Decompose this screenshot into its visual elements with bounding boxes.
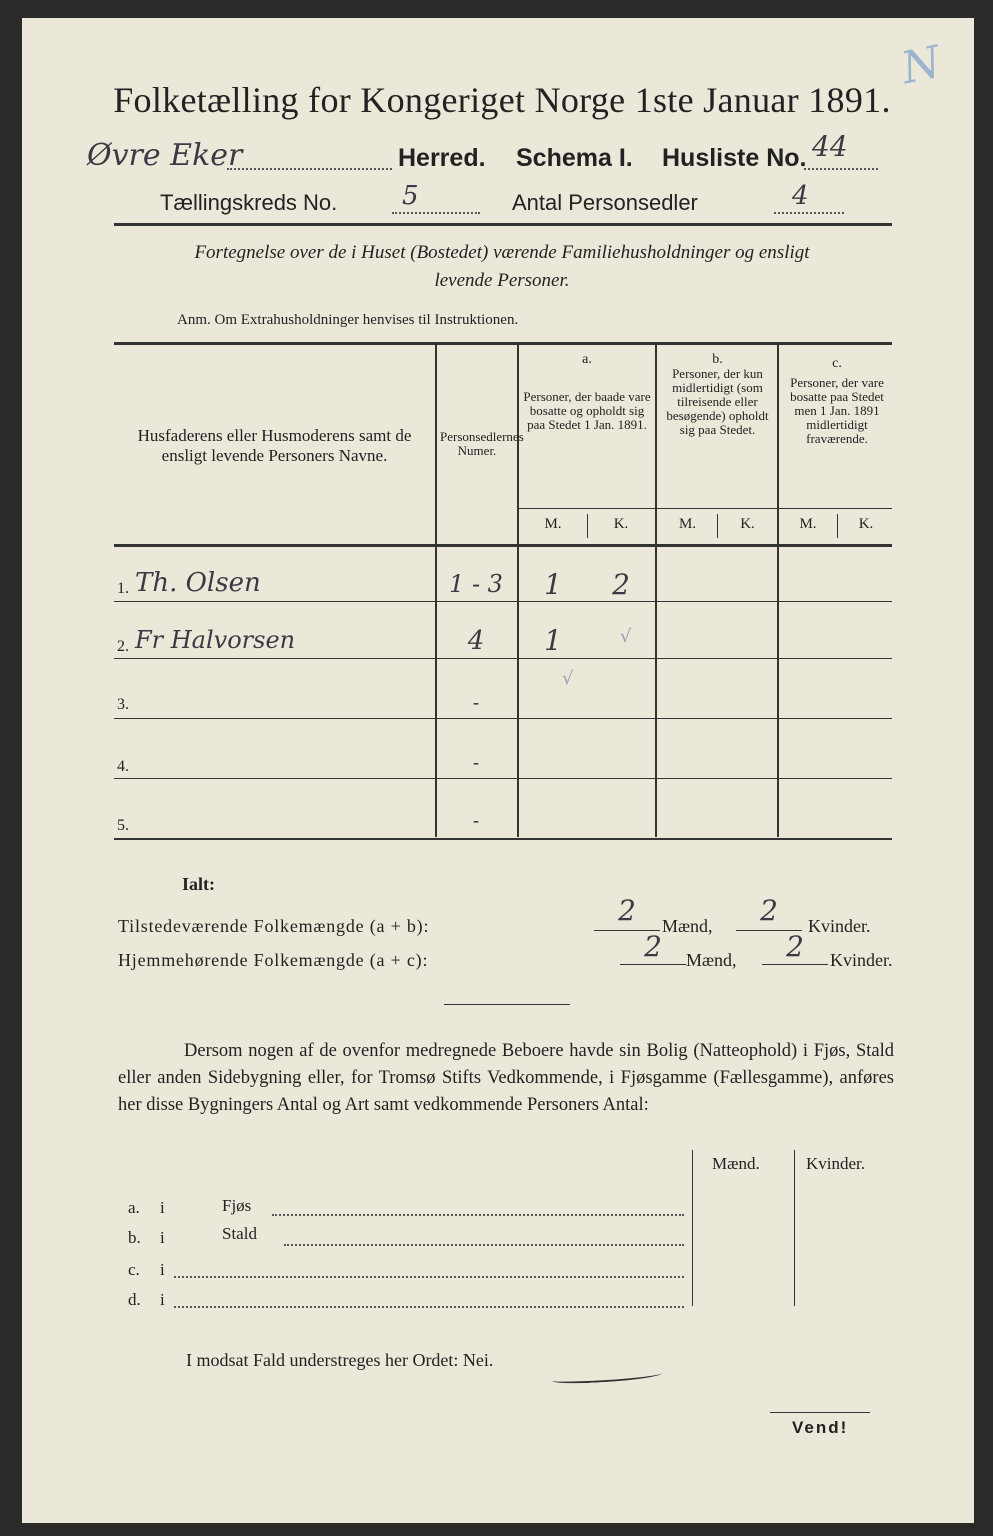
tilstede-kvinder-value: 2 (760, 894, 778, 927)
table-row-numer: 1 - 3 (449, 570, 503, 598)
a-k-label: K. (613, 516, 629, 532)
table-row-number: 5. (117, 817, 129, 834)
buildings-divider-right (794, 1150, 795, 1306)
table-top-rule (114, 342, 892, 345)
table-row-number: 2. (117, 638, 129, 655)
husliste-label: Husliste No. (662, 144, 807, 172)
page-title: Folketælling for Kongeriget Norge 1ste Januar 1891. (113, 80, 891, 120)
a-m-label: M. (544, 516, 562, 532)
nei-underline (552, 1369, 662, 1385)
personsedler-dots (774, 212, 844, 214)
hjemme-kvinder-line (762, 964, 828, 965)
anm-note: Anm. Om Extrahusholdninger henvises til Instruktionen. (177, 312, 519, 328)
intro-heading-1: Fortegnelse over de i Huset (Bostedet) værende Familiehusholdninger og ensligt (194, 242, 810, 263)
vend-text: Vend! (792, 1418, 849, 1437)
buildings-kvinder-header: Kvinder. (806, 1154, 866, 1173)
c-m-label: M. (799, 516, 817, 532)
hjemme-label: Hjemmehørende Folkemængde (a + c): (118, 950, 429, 970)
buildings-maend-header: Mænd. (712, 1154, 760, 1173)
table-header-rule (114, 544, 892, 547)
table-row-numer: - (473, 810, 479, 830)
building-row-dots (174, 1276, 684, 1278)
building-row-dots (272, 1214, 684, 1216)
tilstede-maend-label: Mænd, (662, 916, 713, 936)
table-row-number: 1. (117, 580, 129, 597)
table-row-numer: 4 (467, 626, 485, 656)
col-b-letter: b. (712, 352, 723, 367)
kreds-label: Tællingskreds No. (160, 190, 338, 215)
building-row-i: i (160, 1198, 165, 1217)
hjemme-maend-value: 2 (644, 930, 662, 963)
husliste-dots (804, 168, 878, 170)
b-m-label: M. (678, 516, 697, 532)
col-a-header: Personer, der baade vare bosatte og opholdt sig paa Stedet 1 Jan. 1891. (523, 389, 651, 432)
col-divider-b (777, 342, 779, 837)
col-divider-a (655, 342, 657, 837)
table-row-name: Fr Halvorsen (135, 626, 296, 654)
personsedler-value: 4 (792, 181, 809, 211)
building-row-dots (174, 1306, 684, 1308)
header-divider (114, 223, 892, 226)
building-row-letter: c. (128, 1260, 140, 1279)
hjemme-kvinder-label: Kvinder. (830, 950, 893, 970)
building-row-i: i (160, 1228, 165, 1247)
building-row-label: Fjøs (222, 1196, 252, 1215)
col-b-header: Personer, der kun midlertidigt (som tilreisende eller besøgende) opholdt sig paa Stedet. (666, 366, 769, 437)
personsedler-label: Antal Personsedler (512, 190, 698, 215)
herred-dots (227, 168, 392, 170)
buildings-paragraph: Dersom nogen af de ovenfor medregnede Beboere havde sin Bolig (Natteophold) i Fjøs, Stald eller anden Sidebygning eller, for Tromsø Stifts Vedkommende, i Fjøsgamme (Fællesgamme), anføres her disse Bygningers Antal og Art samt vedkommende Personers Antal: (118, 1041, 894, 1115)
col-names-header: Husfaderens eller Husmoderens samt de ensligt levende Personers Navne. (137, 426, 412, 465)
table-row-name: Th. Olsen (135, 568, 261, 598)
table-row-a-m: 1 (544, 568, 562, 601)
vend-rule (770, 1412, 870, 1413)
kreds-value: 5 (402, 181, 419, 211)
building-row-dots (284, 1244, 684, 1246)
census-form (22, 18, 974, 1523)
building-row-letter: a. (128, 1198, 140, 1217)
tilstede-kvinder-label: Kvinder. (808, 916, 871, 936)
mk-rule (517, 508, 892, 509)
building-row-i: i (160, 1260, 165, 1279)
mk-divider-a (587, 514, 588, 538)
table-row-a-k: 2 (612, 568, 630, 601)
herred-value: Øvre Eker (87, 138, 243, 173)
husliste-value: 44 (812, 130, 848, 163)
table-row-numer: - (473, 692, 479, 712)
table-row-rule (114, 718, 892, 719)
table-row-rule (114, 601, 892, 602)
intro-heading-2: levende Personer. (434, 270, 570, 291)
table-row-number: 3. (117, 696, 129, 713)
building-row-letter: d. (128, 1290, 141, 1309)
table-bottom-rule (114, 838, 892, 840)
b-k-label: K. (740, 516, 755, 532)
herred-label: Herred. (398, 144, 486, 172)
col-a-letter: a. (582, 352, 592, 367)
table-row-numer: - (473, 752, 479, 772)
section-divider (444, 1004, 570, 1005)
tilstede-maend-value: 2 (618, 894, 636, 927)
table-row-rule (114, 778, 892, 779)
mk-divider-c (837, 514, 838, 538)
building-row-letter: b. (128, 1228, 141, 1247)
modsat-text: I modsat Fald understreges her Ordet: Nei. (186, 1350, 494, 1370)
kreds-dots (392, 212, 480, 214)
c-k-label: K. (858, 516, 874, 532)
col-c-letter: c. (832, 356, 842, 371)
table-row-a-m: 1 (544, 624, 562, 657)
corner-mark: N (897, 36, 946, 95)
hjemme-kvinder-value: 2 (786, 930, 804, 963)
tilstede-label: Tilstedeværende Folkemængde (a + b): (118, 916, 430, 936)
buildings-divider-left (692, 1150, 693, 1306)
col-numer-header: Personsedlernes Numer. (440, 429, 524, 458)
hjemme-maend-line (620, 964, 686, 965)
building-row-label: Stald (222, 1224, 257, 1243)
building-row-i: i (160, 1290, 165, 1309)
table-row-rule (114, 658, 892, 659)
schema-label: Schema I. (516, 144, 633, 172)
table-row-number: 4. (117, 758, 129, 775)
mk-divider-b (717, 514, 718, 538)
tick-mark-icon: √ (562, 668, 574, 689)
tick-mark-icon: √ (620, 626, 632, 647)
col-c-header: Personer, der vare bosatte paa Stedet men 1 Jan. 1891 midlertidigt fraværende. (790, 375, 884, 446)
hjemme-maend-label: Mænd, (686, 950, 737, 970)
ialt-label: Ialt: (182, 874, 215, 894)
